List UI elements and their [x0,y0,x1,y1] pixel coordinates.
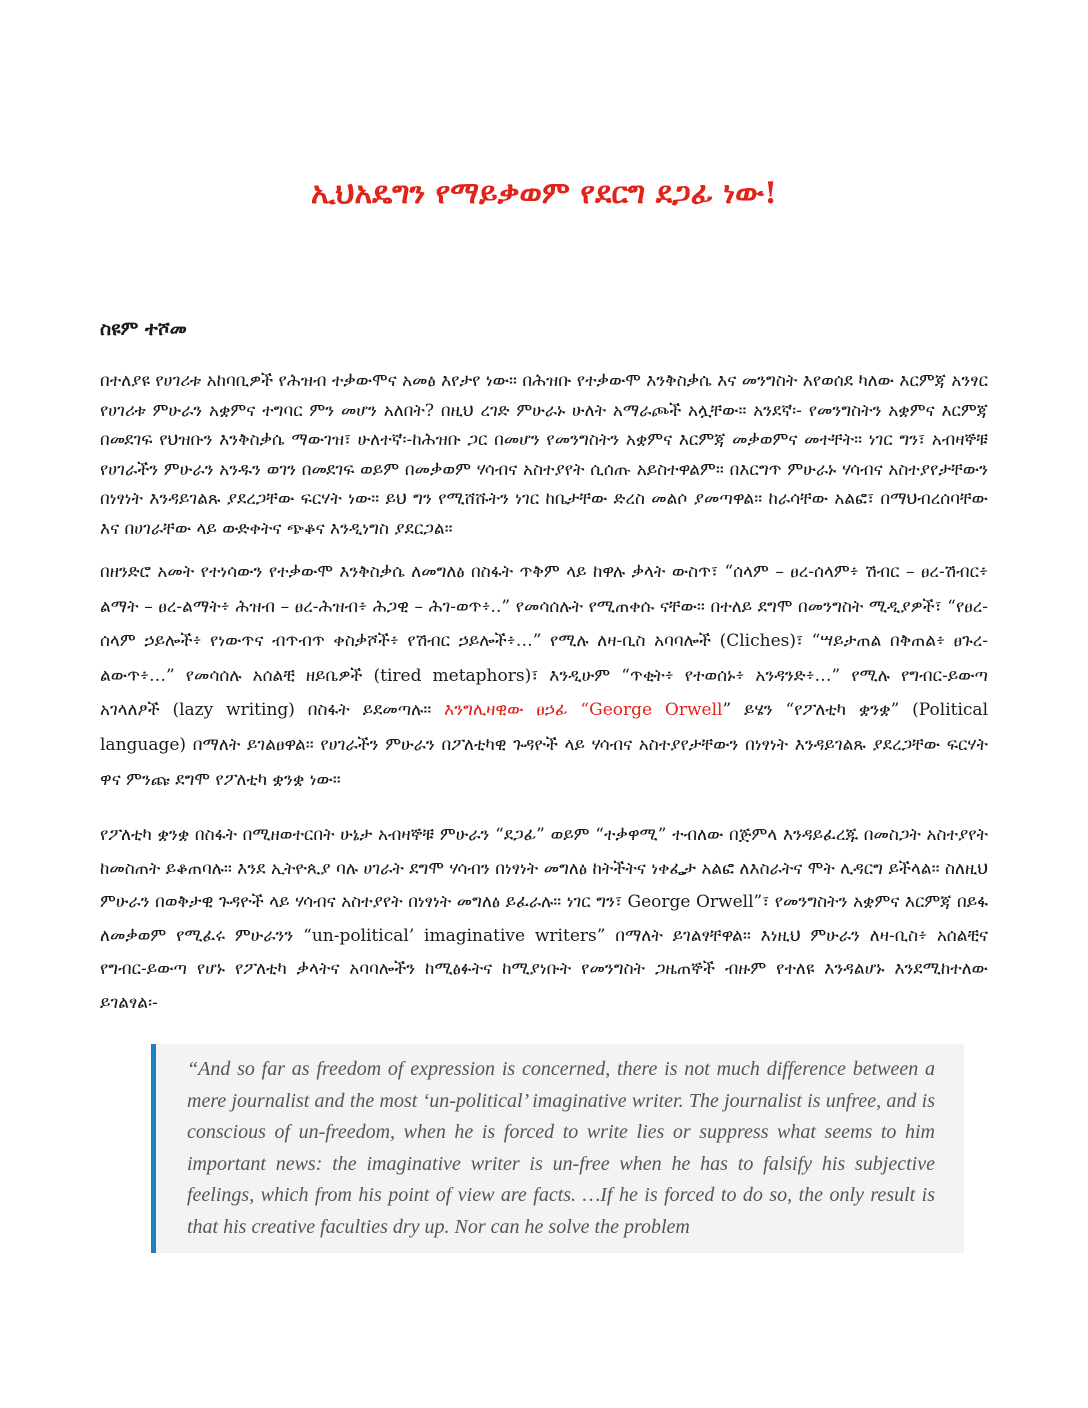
blockquote [151,1044,964,1253]
article-title: ኢህአዴግን የማይቃወም የደርግ ደጋፊ ነው! [310,176,778,211]
paragraph-3: የፖለቲካ ቋንቋ በስፋት በሚዘወተርበት ሁኔታ አብዛኞቹ ምሁራን “ደጋፊ” ወይም “ተቃዋሚ” ተብለው በጅምላ እንዳይፈረጁ በመስጋት አስተያየት ከመስጠት ይቆጠባሉ። እንደ ኢትዮጲያ ባሉ ሀገራት ደግሞ ሃሳብን በነፃነት መግለፅ ከትችትና ነቀፌታ አልፎ ለእስራትና ሞት ሊዳርግ ይችላል። ስለዚህ ምሁራን በወቅታዊ ጉዳዮች ላይ ሃሳብና አስተያየት በነፃነት መግለፅ ይፈራሉ። ነገር ግን፣ George Orwell”፣ የመንግስትን አቋምና እርምጃ በይፋ ለመቃወም የሚፈሩ ምሁራንን “un-political’ imaginative writers” በማለት ይገልፃቸዋል። እነዚህ ምሁራን ለዛ-ቢስ፥ አሰልቺና የግብር-ይውጣ የሆኑ የፖለቲካ ቃላትና አባባሎችን ከሚፅፉትና ከሚያነቡት የመንግስት ጋዜጠኞች ብዙም የተለዩ እንዳልሆኑ እንደሚከተለው ይገልፃል፡- [100,825,988,1013]
george-orwell-highlight: እንግሊዛዊው ፀኃፊ “George Orwell [444,700,723,721]
paragraph-1: በተለያዩ የሀገሪቱ አከባቢዎች የሕዝብ ተቃውሞና አመፅ እየታየ ነው። በሕዝቡ የተቃውሞ እንቅስቃሴ እና መንግስት እየወሰደ ካለው እርምጃ አንፃር የሀገሪቱ ምሁራን አቋምና ተግባር ምን መሆን አለበት? በዚህ ረገድ ምሁራኑ ሁለት አማራጮች አሏቸው። አንደኛ፡- የመንግስትን አቋምና እርምጃ በመደገፍ የህዝቡን እንቅስቃሴ ማውገዝ፣ ሁለተኛ፡-ከሕዝቡ ጋር በመሆን የመንግስትን አቋምና እርምጃ መቃወምና መተቸት። ነገር ግን፣ አብዛኞቹ የሀገራችን ምሁራን አንዱን ወገን በመደገፍ ወይም በመቃወም ሃሳብና አስተያየት ሲሰጡ አይስተዋልም። በእርግጥ ምሁራኑ ሃሳብና አስተያየታቸውን በነፃነት እንዳይገልጹ ያደረጋቸው ፍርሃት ነው። ይህ ግን የሚሸሹትን ነገር ከቤታቸው ድረስ መልሶ ያመጣዋል። ከራሳቸው አልፎ፣ በማህብረሰባቸው እና በሀገራቸው ላይ ውድቀትና ጭቆና እንዲነግስ ያደርጋል። [100,371,988,539]
paragraph-2-text-a: በዘንድሮ አመት የተነሳውን የተቃውሞ እንቅስቃሴ ለመግለፅ በስፋት ጥቅም ላይ ከዋሉ ቃላት ውስጥ፣ “ሰላም – ፀረ-ሰላም፥ ሽብር – ፀረ-ሽብር፥ ልማት – ፀረ-ልማት፥ ሕዝብ – ፀረ-ሕዝብ፥ ሕጋዊ – ሕገ-ወጥ፥..” የመሳሰሉት የሚጠቀሱ ናቸው። በተለይ ደግሞ በመንግስት ሚዲያዎች፣ “የፀረ-ሰላም ኃይሎች፥ የነውጥና ብጥብጥ ቀስቃሾች፥ የሽብር ኃይሎች፥…” የሚሉ ለዛ-ቢስ አባባሎች (Cliches)፣ “ሣይታጠል በቅጠል፥ ፀጉረ-ልውጥ፥…” የመሳሰሉ አሰልቺ ዘይቤዎች (tired metaphors)፣ እንዲሁም “ጥቂት፥ የተወሰኑ፥ አንዳንድ፥…” የሚሉ የግብር-ይውጣ አገላለፆች (lazy writing) በስፋት ይደመጣሉ። [100,562,988,721]
quote-text: “And so far as freedom of expression is concerned, there is not much difference between a mere journalist and the most ‘un-political’ imaginative writer. The journalist is unfree, and is conscious of un-freedom, when he is forced to write lies or suppress what seems to him important news: the imaginative writer is un-free when he has to falsify his subjective feelings, which from his point of view are facts. …If he is forced to do so, the only result is that his creative faculties dry up. Nor can he solve the problem [187,1058,935,1238]
paragraph-2-text-b: ” ይሄን “የፖለቲካ ቋንቋ” (Political language) በማለት ይገልፀዋል። የሀገራችን ምሁራን በፖለቲካዊ ጉዳዮች ላይ ሃሳብና አስተያየታቸውን በነፃነት እንዳይገልጹ ያደረጋቸው ፍርሃት ዋና ምንጩ ደግሞ የፖለቲካ ቋንቋ ነው። [100,700,989,790]
paragraph-2 [100,555,988,797]
author-name: ስዩም ተሾመ [100,318,187,340]
